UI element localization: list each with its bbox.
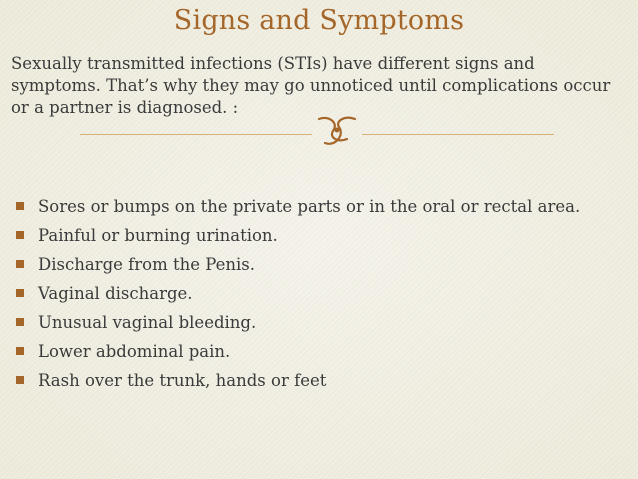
square-bullet-icon <box>16 289 24 297</box>
list-item-text: Sores or bumps on the private parts or in the oral or rectal area. <box>38 197 581 216</box>
square-bullet-icon <box>16 260 24 268</box>
symptoms-list <box>15 196 615 399</box>
list-item <box>15 196 615 218</box>
list-item <box>15 283 615 305</box>
square-bullet-icon <box>16 231 24 239</box>
flourish-ornament-icon <box>315 113 359 147</box>
square-bullet-icon <box>16 376 24 384</box>
list-item-text: Rash over the trunk, hands or feet <box>38 371 327 390</box>
list-item-text: Unusual vaginal bleeding. <box>38 313 257 332</box>
list-item <box>15 370 615 392</box>
list-item <box>15 341 615 363</box>
list-item <box>15 254 615 276</box>
list-item-text: Lower abdominal pain. <box>38 342 231 361</box>
divider-line-left <box>80 134 312 135</box>
list-item-text: Discharge from the Penis. <box>38 255 255 274</box>
square-bullet-icon <box>16 318 24 326</box>
list-item-text: Painful or burning urination. <box>38 226 278 245</box>
list-item <box>15 225 615 247</box>
slide-title: Signs and Symptoms <box>173 5 465 36</box>
square-bullet-icon <box>16 202 24 210</box>
square-bullet-icon <box>16 347 24 355</box>
intro-paragraph: Sexually transmitted infections (STIs) have different signs and symptoms. That’s why they may go unnoticed until complications occur or a partner is diagnosed. : <box>11 54 611 117</box>
divider-line-right <box>362 134 554 135</box>
list-item-text: Vaginal discharge. <box>38 284 193 303</box>
list-item <box>15 312 615 334</box>
